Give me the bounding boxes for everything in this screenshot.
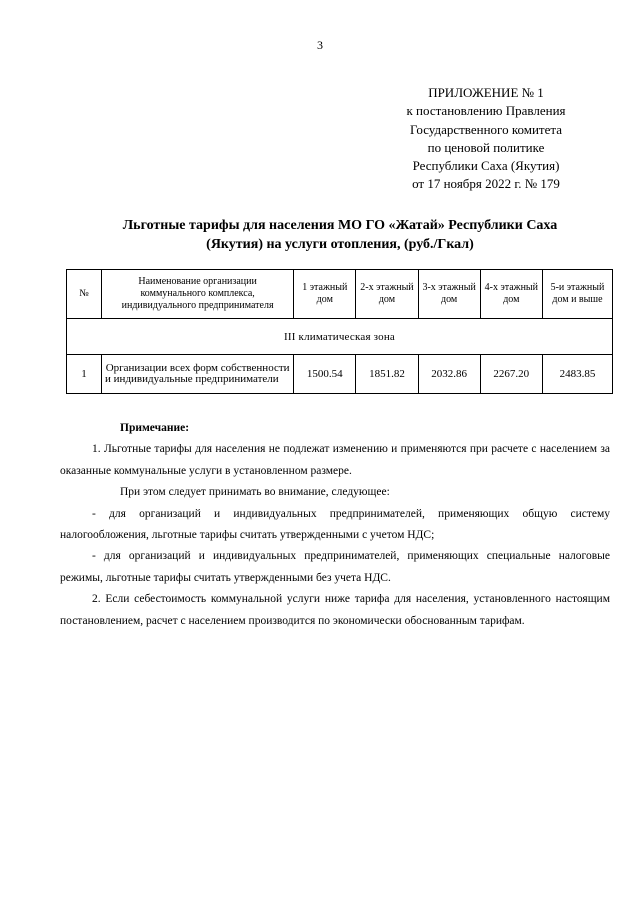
header-3-floor: 3-х этажный дом [418, 270, 480, 319]
header-4-floor: 4-х этажный дом [480, 270, 542, 319]
note-paragraph-2: При этом следует принимать во внимание, следующее: [120, 486, 390, 499]
row-value-4: 2267.20 [480, 355, 542, 394]
row-value-1: 1500.54 [294, 355, 356, 394]
appendix-line: от 17 ноября 2022 г. № 179 [412, 176, 560, 192]
title-line-1: Льготные тарифы для населения МО ГО «Жатай» Республики Саха [122, 218, 558, 233]
note-paragraph-3: - для организаций и индивидуальных предпринимателей, применяющих общую систему налогообложения, льготные тарифы считать утвержденными с учетом НДС; [60, 507, 610, 542]
table-row [67, 355, 613, 394]
header-2-floor: 2-х этажный дом [356, 270, 418, 319]
appendix-line: по ценовой политике [427, 139, 545, 155]
appendix-line: к постановлению Правления [406, 103, 566, 119]
appendix-line: ПРИЛОЖЕНИЕ № 1 [428, 85, 544, 100]
document-title [60, 216, 620, 254]
title-line-2: (Якутия) на услуги отопления, (руб./Гкал) [206, 237, 474, 252]
tariff-table [66, 269, 613, 394]
row-value-2: 1851.82 [356, 355, 418, 394]
note-paragraph-5: 2. Если себестоимость коммунальной услуги ниже тарифа для населения, установленного настоящим постановлением, расчет с населением производится по экономически обоснованным тарифам. [60, 593, 610, 627]
note-paragraph-1: 1. Льготные тарифы для населения не подлежат изменению и применяются при расчете с населением за оказанные коммунальные услуги в установленном размере. [60, 443, 610, 477]
row-org-name: Организации всех форм собственности и индивидуальные предприниматели [102, 355, 294, 394]
header-5-floor: 5-и этажный дом и выше [542, 270, 612, 319]
notes-section [60, 418, 610, 632]
row-num: 1 [67, 355, 102, 394]
row-value-3: 2032.86 [418, 355, 480, 394]
zone-row [67, 319, 613, 355]
note-paragraph-4: - для организаций и индивидуальных предпринимателей, применяющих специальные налоговые режимы, льготные тарифы считать утвержденными без учета НДС. [60, 550, 610, 584]
header-name: Наименование организации коммунального комплекса, индивидуального предпринимателя [102, 270, 294, 319]
page-number: 3 [317, 38, 323, 52]
appendix-line: Республики Саха (Якутия) [412, 158, 560, 174]
climate-zone-label: III климатическая зона [67, 319, 613, 355]
appendix-header [378, 84, 594, 194]
notes-heading: Примечание: [120, 422, 190, 434]
appendix-line: Государственного комитета [410, 121, 562, 137]
header-1-floor: 1 этажный дом [294, 270, 356, 319]
row-value-5: 2483.85 [542, 355, 612, 394]
table-header-row [67, 270, 613, 319]
header-num: № [67, 270, 102, 319]
